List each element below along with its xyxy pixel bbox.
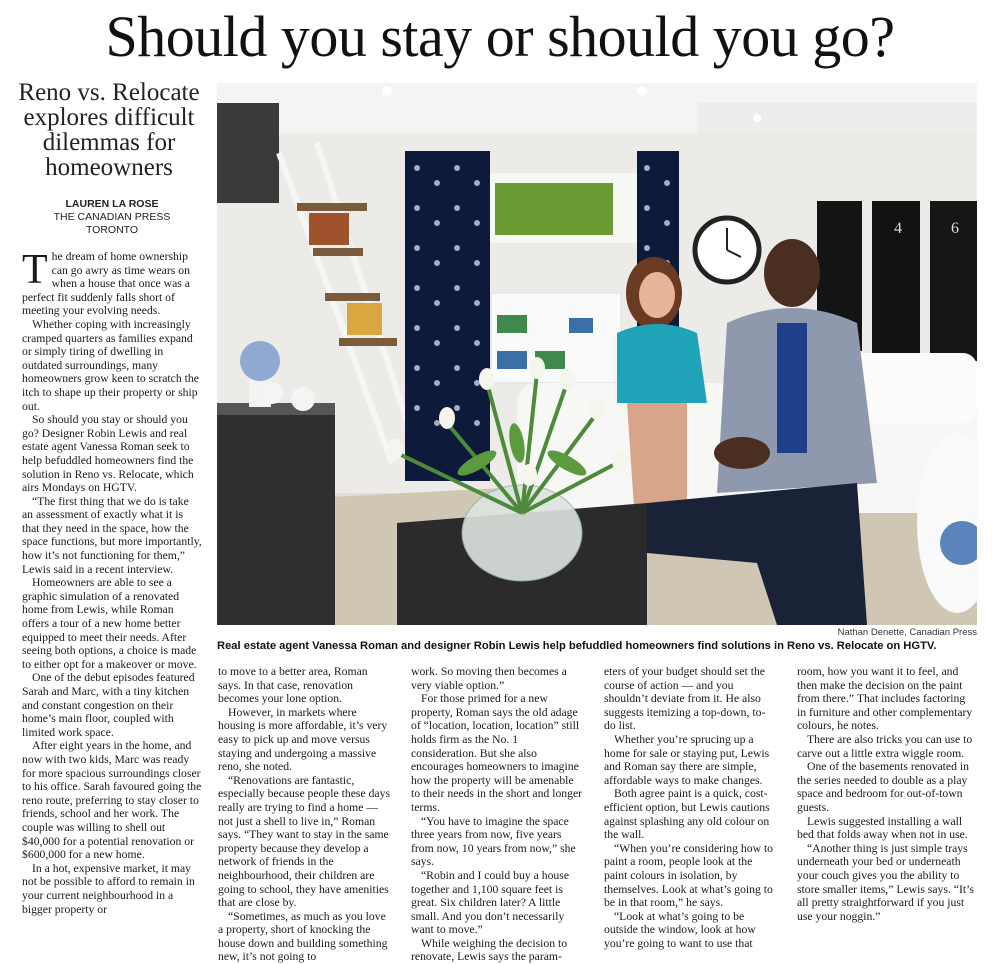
article-paragraph: There are also tricks you can use to carve out a little extra wiggle room. bbox=[797, 732, 973, 760]
article-column-4 bbox=[604, 665, 776, 950]
deck-subheadline: Reno vs. Relocate explores difficult dilemmas for homeowners bbox=[18, 79, 200, 181]
article-column-3 bbox=[411, 665, 583, 964]
article-paragraph: In a hot, expensive market, it may not be possible to afford to remain in your current neighbourhood in a bigger property or bbox=[22, 861, 195, 916]
headline: Should you stay or should you go? bbox=[105, 4, 895, 69]
byline-author: LAUREN LA ROSE bbox=[65, 198, 159, 210]
article-paragraph: to move to a better area, Roman says. In that case, renovation becomes your lone option. bbox=[218, 665, 368, 706]
byline-location: TORONTO bbox=[85, 224, 139, 236]
article-paragraph: Whether you’re sprucing up a home for sale or staying put, Lewis and Roman say there are simple, affordable ways to make changes. bbox=[604, 732, 770, 787]
article-column-2 bbox=[218, 665, 390, 964]
article-paragraph: room, how you want it to feel, and then make the decision on the paint from there.” That includes factoring in furniture and other complementary colours, he notes. bbox=[797, 665, 973, 733]
article-paragraph: Lewis suggested installing a wall bed that folds away when not in use. bbox=[797, 814, 968, 842]
article-paragraph: So should you stay or should you go? Designer Robin Lewis and real estate agent Vanessa Roman seek to help befuddled homeowners find the solution in Reno vs. Relocate, which airs Mondays on HGTV. bbox=[22, 413, 194, 495]
article-paragraph: “Look at what’s going to be outside the window, look at how you’re going to want to use that bbox=[604, 909, 756, 950]
byline bbox=[22, 198, 202, 237]
article-paragraph: “You have to imagine the space three years from now, five years from now, 10 years from now,” she says. bbox=[411, 814, 576, 869]
byline-agency: THE CANADIAN PRESS bbox=[53, 211, 171, 223]
article-paragraph: “Robin and I could buy a house together and 1,100 square feet is great. Six children later? A little small. And you don’t necessarily want to move.” bbox=[411, 868, 570, 937]
article-paragraph: The dream of home ownership can go awry as time wears on when a house that once was a perfect fit suddenly falls short of meeting your evolving needs. bbox=[22, 247, 190, 318]
article-paragraph: Both agree paint is a quick, cost-efficient option, but Lewis cautions against splashing any old colour on the wall. bbox=[604, 787, 770, 842]
article-paragraph: “Renovations are fantastic, especially because people these days really are trying to find a home — not just a shell to live in,” Roman says. “They want to stay in the same property because they develop a network of friends in the neighbourhood, their children are going to school, they have amenities that are close by. bbox=[218, 773, 390, 910]
article-paragraph: Homeowners are able to see a graphic simulation of a renovated home from Lewis, while Roman offers a tour of a new home better equipped to meet their needs. After seeing both options, a choice is made to either opt for a makeover or move. bbox=[22, 576, 197, 671]
article-paragraph: “When you’re considering how to paint a room, people look at the paint colours in isolation, by themselves. Look at what’s going to be in that room,” he says. bbox=[604, 841, 774, 910]
article-paragraph: “Another thing is just simple trays underneath your bed or underneath your couch gives you the ability to store smaller items,” Lewis says. “It’s all pretty straightforward if you just use your noggin.” bbox=[797, 841, 974, 923]
article-paragraph: One of the basements renovated in the series needed to double as a play space and bedroom for out-of-town guests. bbox=[797, 760, 969, 814]
door-number-4: 4 bbox=[894, 220, 902, 237]
dropcap: T bbox=[22, 247, 48, 293]
article-column-5 bbox=[797, 665, 977, 923]
article-paragraph: eters of your budget should set the course of action — and you shouldn’t deviate from it. He also suggests itemizing a top-down, to-do list. bbox=[604, 665, 766, 733]
article-photo bbox=[217, 83, 977, 625]
article-paragraph: For those primed for a new property, Roman says the old adage of “location, location, location” still holds firm as the No. 1 consideration. But she also encourages homeowners to imagine how the property will be amenable to their needs in the short and longer terms. bbox=[411, 692, 583, 814]
article-column-1 bbox=[22, 247, 202, 916]
article-paragraph: One of the debut episodes featured Sarah and Marc, with a tiny kitchen and constant congestion on their home’s main floor, coupled with limited work space. bbox=[22, 671, 195, 739]
article-paragraph: work. So moving then becomes a very viable option.” bbox=[411, 665, 567, 692]
article-paragraph: Whether coping with increasingly cramped quarters as families expand or simply tiring of dwelling in outdated surroundings, many homeowners grow keen to scratch the itch to shape up their property or ship out. bbox=[22, 317, 199, 413]
photo-caption: Real estate agent Vanessa Roman and designer Robin Lewis help befuddled homeowners find solutions in Reno vs. Relocate on HGTV. bbox=[217, 640, 937, 652]
article-paragraph: However, in markets where housing is more affordable, it’s very easy to pick up and move versus staying and undergoing a massive reno, she noted. bbox=[218, 705, 388, 774]
article-paragraph: After eight years in the home, and now with two kids, Marc was ready for more spacious surroundings closer to his office. Sarah favoured going the reno route, preferring to stay closer to friends, school and her work. The couple was willing to shell out $40,000 for a potential renovation or $600,000 for a new home. bbox=[22, 739, 202, 862]
door-number-6: 6 bbox=[951, 220, 959, 237]
article-paragraph: “Sometimes, as much as you love a property, short of knocking the house down and building something new, it’s not going to bbox=[218, 909, 388, 964]
photo-credit: Nathan Denette, Canadian Press bbox=[837, 627, 977, 638]
article-paragraph: “The first thing that we do is take an assessment of exactly what it is that they need in the space, how the space functions, but more importantly, how it’s not functioning for them,” Lewis said in a recent interview. bbox=[22, 494, 202, 576]
living-room-illustration bbox=[217, 83, 977, 625]
article-paragraph: While weighing the decision to renovate, Lewis says the param- bbox=[411, 936, 568, 964]
